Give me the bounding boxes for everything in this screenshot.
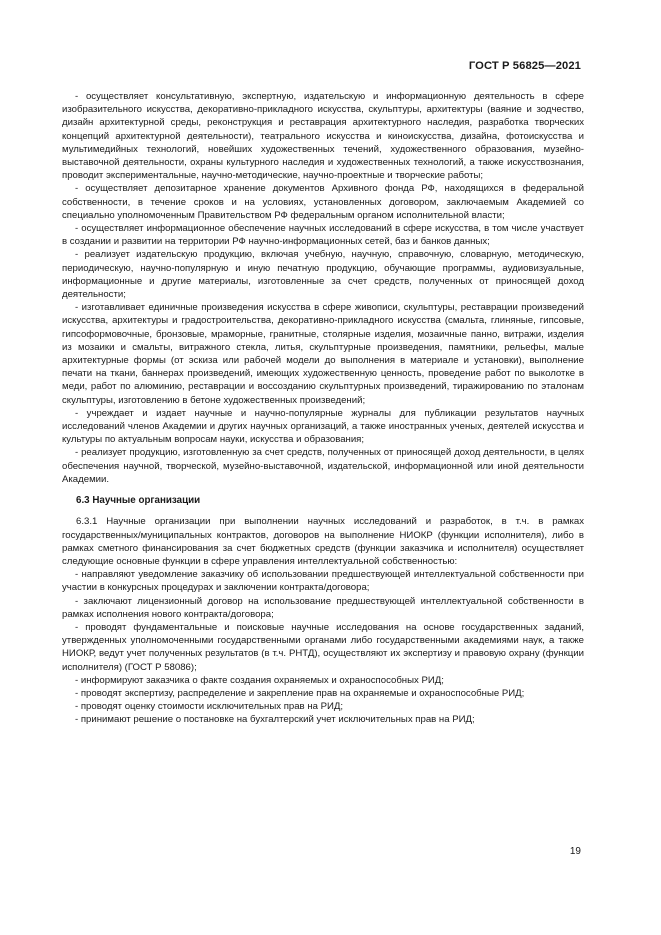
section-intro: 6.3.1 Научные организации при выполнении научных исследований и разработок, в т.ч. в рамках государственных/муниципальных контрактов, договоров на выполнение НИОКР (функции исполнителя), либо в рамках сметного финансирования за счет бюджетных средств (функции заказчика и исполнителя) осуществляет следующие основные функции в сфере управления интеллектуальной собственностью: (62, 516, 584, 567)
list-item: - заключают лицензионный договор на использование предшествующей интеллектуальной собственности в рамках исполнения нового контракта/договора; (62, 595, 584, 620)
list-item: - осуществляет консультативную, экспертную, издательскую и информационную деятельность в сфере изобразительного искусства, декоративно-прикладного искусства, скульптуры, архитектуры (ваяние и зодчество, дизайн архитектурной среды, реконструкция и реставрация архитектурного наследия, разработка творческих концепций архитектурной деятельности), театрального искусства и киноискусства, дизайна, фотоискусства и мультимедийных технологий, новейших художественных течений, художественного образования, музейно-выставочной деятельности, охраны культурного наследия и художественных технологий, а также искусствознания, проводит экспериментальные, научно-методические, научно-проектные и творческие работы; (62, 91, 584, 182)
list-item: - проводят оценку стоимости исключительных прав на РИД; (75, 701, 344, 713)
list-item: - осуществляет информационное обеспечение научных исследований в сфере искусства, в том числе участвует в создании и развитии на территории РФ научно-информационных сетей, баз и банков данных; (62, 223, 584, 248)
list-item: - проводят экспертизу, распределение и закрепление прав на охраняемые и охраноспособные РИД; (75, 687, 525, 699)
list-item: - изготавливает единичные произведения искусства в сфере живописи, скульптуры, реставрации произведений искусства, архитектуры и градостроительства, декоративно-прикладного искусства (смальта, глиняные, гипсовые, гипсоформовочные, бронзовые, мраморные, гранитные, столярные изделия, мозаичные панно, витражи, изделия из мозаики и смальты, витражного стекла, литья, скульптурные произведения, памятники, рельефы, малые архитектурные формы (от эскиза или рабочей модели до выполнения в материале и установки), выполнение печати на ткани, баннерах произведений, имеющих художественную ценность, проведение работ по выколотке в меди, работ по алюминию, реставрации и воссозданию скульптурных произведений, тиражированию по эталонам скульптуры, изготовлению в бетоне художественных произведений; (62, 302, 584, 406)
list-item: - учреждает и издает научные и научно-популярные журналы для публикации результатов научных исследований членов Академии и других научных организаций, а также иностранных ученых, деятелей искусства и культуры по актуальным вопросам науки, искусства и образования; (62, 407, 584, 446)
list-item: - информируют заказчика о факте создания охраняемых и охраноспособных РИД; (75, 674, 444, 686)
list-item: - реализует издательскую продукцию, включая учебную, научную, справочную, словарную, методическую, периодическую, научно-популярную и иную печатную продукцию, обучающие программы, аудиовизуальные, информационные и другие материалы, изготовленные за счет средств, полученных от приносящей доход деятельности; (62, 249, 584, 301)
list-item: - проводят фундаментальные и поисковые научные исследования на основе государственных заданий, утвержденных уполномоченными государственными органами либо государственными академиями наук, а также НИОКР, ведут учет полученных результатов (в т.ч. РНТД), осуществляют их экспертизу и правовую охрану (функции исполнителя) (ГОСТ Р 58086); (62, 621, 584, 673)
standard-header: ГОСТ Р 56825—2021 (468, 60, 581, 72)
list-item: - реализует продукцию, изготовленную за счет средств, полученных от приносящей доход деятельности, в целях обеспечения научной, творческой, музейно-выставочной, издательской, информационной или иной деятельности Академии. (62, 447, 584, 485)
list-item: - принимают решение о постановке на бухгалтерский учет исключительных прав на РИД; (75, 714, 475, 726)
page-number: 19 (569, 846, 581, 857)
list-item: - осуществляет депозитарное хранение документов Архивного фонда РФ, находящихся в федеральной собственности, в течение сроков и на условиях, установленных договором, заключаемым Академией со специально уполномоченным Правительством РФ федеральным органом исполнительной власти; (62, 183, 584, 221)
document-body (62, 90, 584, 727)
section-title: 6.3 Научные организации (76, 495, 201, 507)
list-item: - направляют уведомление заказчику об использовании предшествующей интеллектуальной собственности при участии в конкурсных процедурах и заключении контракта/договора; (62, 569, 584, 594)
